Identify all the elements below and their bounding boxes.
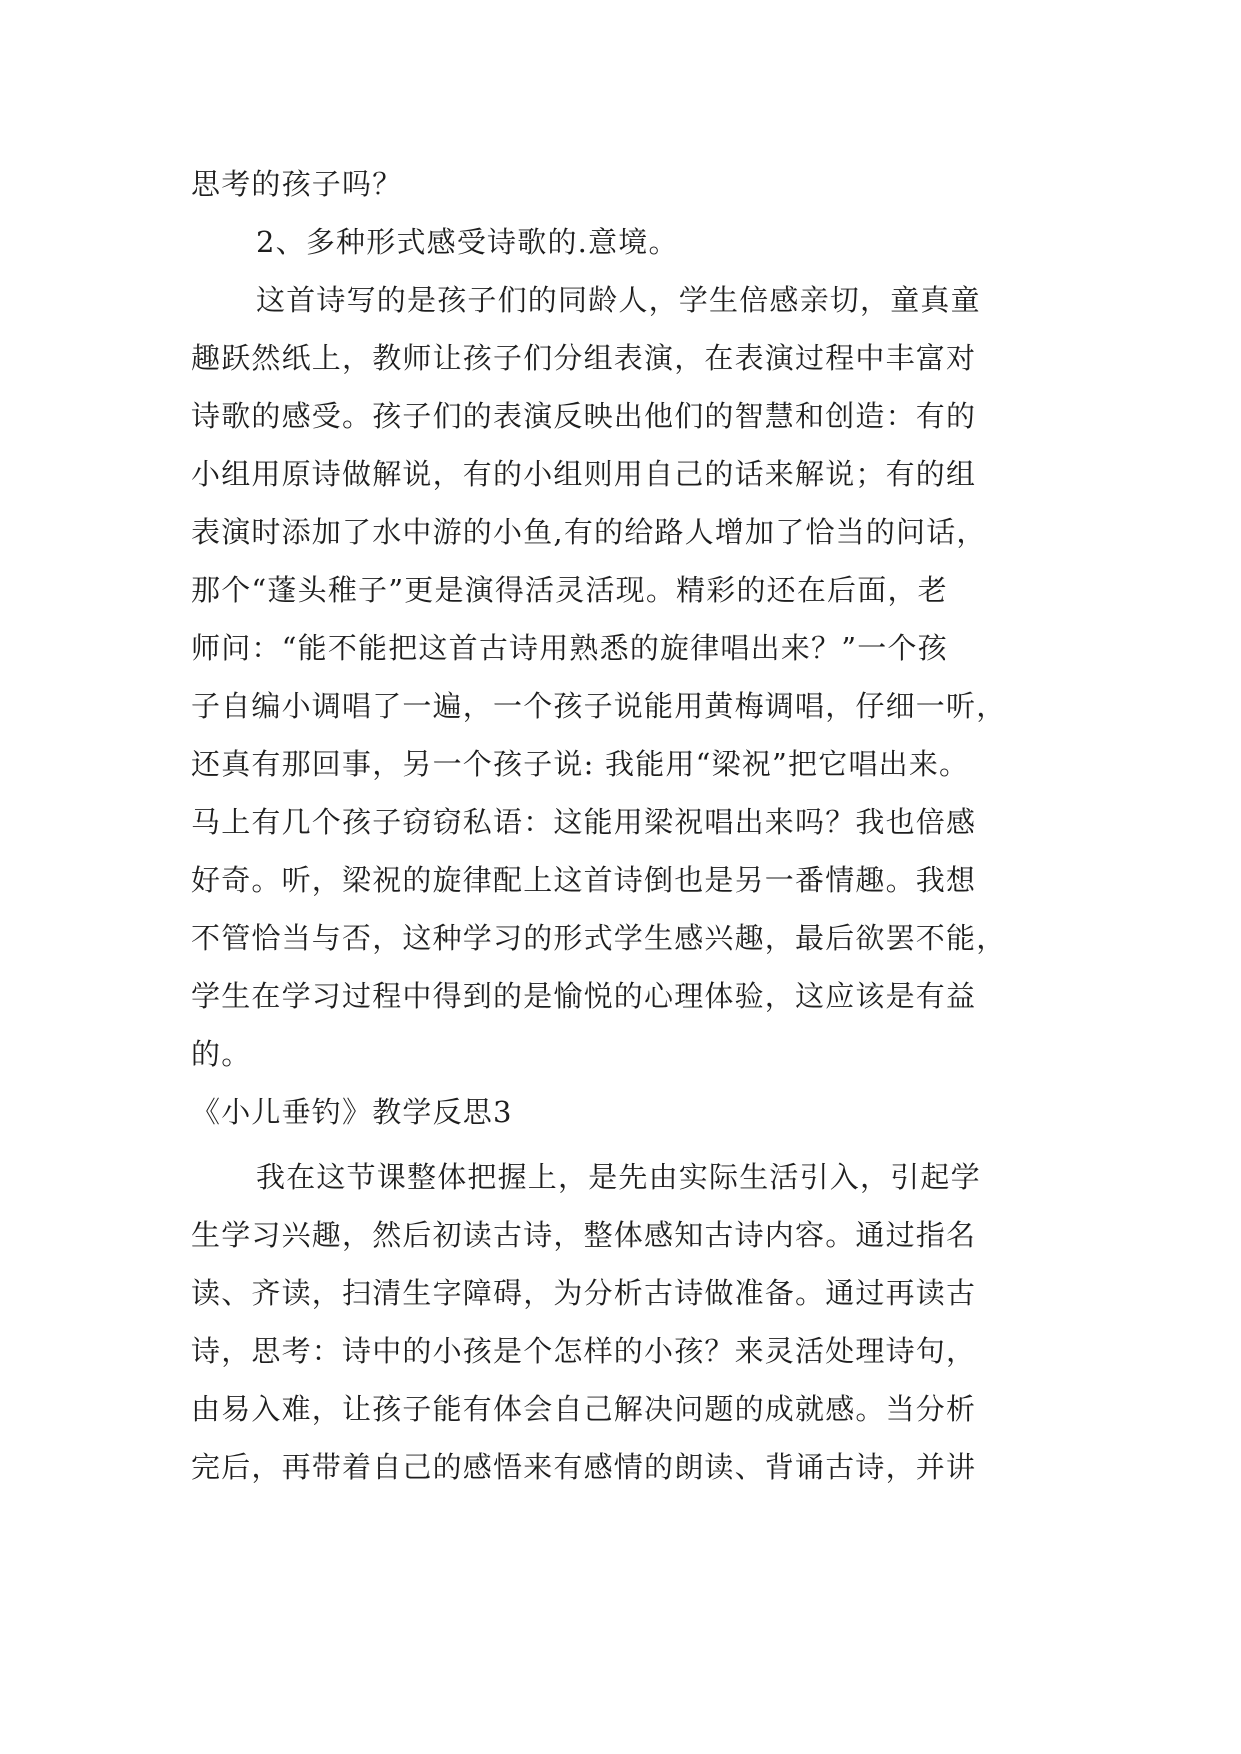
text-line: 我在这节课整体把握上，是先由实际生活引入，引起学 (256, 1160, 981, 1194)
text-line: 师问：“能不能把这首古诗用熟悉的旋律唱出来？”一个孩 (191, 631, 948, 665)
text-line: 还真有那回事，另一个孩子说: 我能用“梁祝”把它唱出来。 (191, 747, 970, 781)
text-line: 完后，再带着自己的感悟来有感情的朗读、背诵古诗，并讲 (191, 1450, 977, 1484)
text-line: 马上有几个孩子窃窃私语：这能用梁祝唱出来吗？我也倍感 (191, 805, 977, 839)
text-line: 诗，思考：诗中的小孩是个怎样的小孩？来灵活处理诗句， (191, 1334, 977, 1368)
text-line: 思考的孩子吗？ (191, 167, 403, 201)
text-line: 好奇。听，梁祝的旋律配上这首诗倒也是另一番情趣。我想 (191, 863, 977, 897)
text-line: 诗歌的感受。孩子们的表演反映出他们的智慧和创造：有的 (191, 399, 977, 433)
paragraph-block-reflection-2 (191, 155, 1049, 1083)
text-line: 表演时添加了水中游的小鱼,有的给路人增加了恰当的问话， (191, 515, 987, 549)
text-line: 由易入难，让孩子能有体会自己解决问题的成就感。当分析 (191, 1392, 977, 1426)
text-line: 读、齐读，扫清生字障碍，为分析古诗做准备。通过再读古 (191, 1276, 977, 1310)
section-heading: 《小儿垂钓》教学反思3 (191, 1095, 513, 1129)
text-line: 不管恰当与否，这种学习的形式学生感兴趣，最后欲罢不能， (191, 921, 1007, 955)
text-line: 趣跃然纸上，教师让孩子们分组表演，在表演过程中丰富对 (191, 341, 977, 375)
text-line: 学生在学习过程中得到的是愉悦的心理体验，这应该是有益 (191, 979, 977, 1013)
text-line: 子自编小调唱了一遍，一个孩子说能用黄梅调唱，仔细一听， (191, 689, 1007, 723)
paragraph-block-reflection-3 (191, 1148, 1049, 1496)
text-line: 生学习兴趣，然后初读古诗，整体感知古诗内容。通过指名 (191, 1218, 977, 1252)
text-line: 小组用原诗做解说，有的小组则用自己的话来解说；有的组 (191, 457, 977, 491)
text-line: 那个“蓬头稚子”更是演得活灵活现。精彩的还在后面，老 (191, 573, 948, 607)
section-item-2: 2、多种形式感受诗歌的.意境。 (256, 225, 679, 259)
text-line: 的。 (191, 1037, 252, 1071)
text-line: 这首诗写的是孩子们的同龄人，学生倍感亲切，童真童 (256, 283, 981, 317)
